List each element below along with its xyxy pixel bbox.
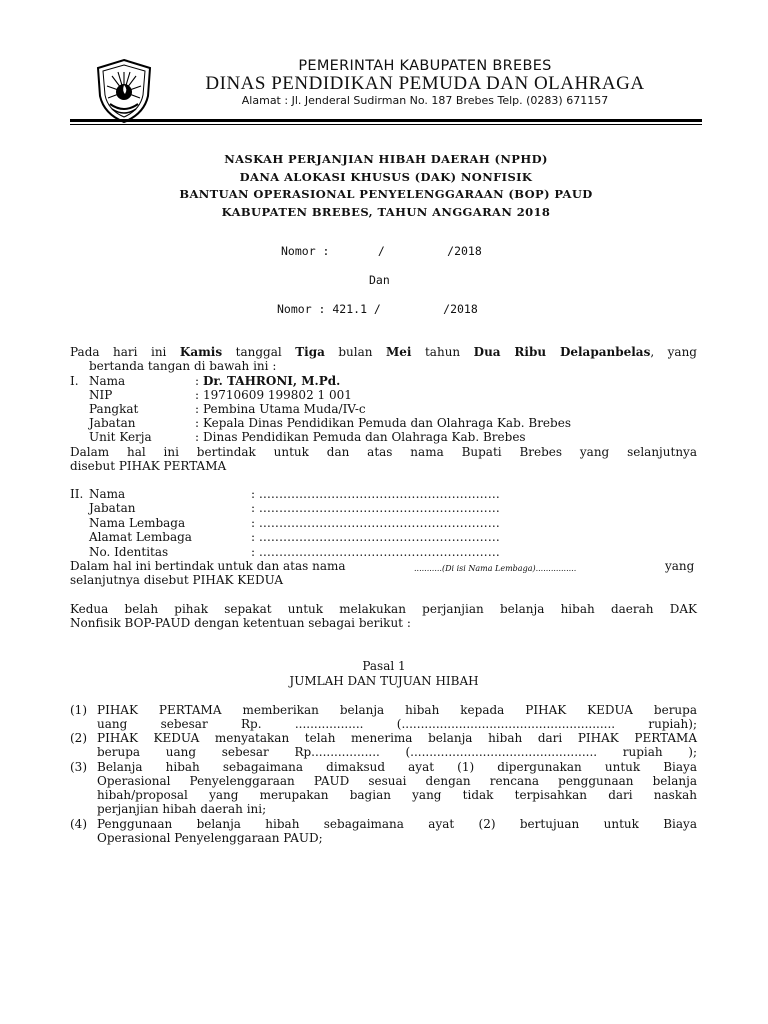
party2-label-jabatan: Jabatan <box>89 501 136 515</box>
clause-line: uang sebesar Rp. .................. (........................................................ rupiah); <box>97 717 697 731</box>
clause-line: Operasional Penyelenggaraan PAUD; <box>97 831 323 845</box>
party1-label-nip: NIP <box>89 388 113 402</box>
party2-fill-in: ...........(Di isi Nama Lembaga)................ <box>414 564 577 573</box>
party1-colon: : <box>195 430 200 444</box>
party2-colon: : <box>251 501 256 515</box>
party2-label-name: Nama <box>89 487 126 501</box>
party1-colon: : <box>195 416 200 430</box>
opening-day: Kamis <box>179 345 223 359</box>
title-line: KABUPATEN BREBES, TAHUN ANGGARAN 2018 <box>221 204 551 219</box>
letterhead-address: Alamat : Jl. Jenderal Sudirman No. 187 Brebes Telp. (0283) 671157 <box>241 94 609 107</box>
clause-line: berupa uang sebesar Rp.................. (................................................. rupiah ); <box>97 745 697 759</box>
party2-statement-2: selanjutnya disebut PIHAK KEDUA <box>70 573 284 587</box>
party2-label-lembaga: Nama Lembaga <box>89 516 186 530</box>
party1-value-pangkat: Pembina Utama Muda/IV-c <box>203 402 366 416</box>
opening-text: Pada hari ini <box>70 345 180 359</box>
opening-line <box>70 345 697 359</box>
party1-statement-2: disebut PIHAK PERTAMA <box>70 459 227 473</box>
document-title <box>80 151 692 221</box>
party2-label-alamat: Alamat Lembaga <box>89 530 192 544</box>
opening-year: Dua Ribu Delapanbelas <box>473 345 651 359</box>
clause-line: Penggunaan belanja hibah sebagaimana ayat (2) bertujuan untuk Biaya <box>97 817 697 831</box>
letterhead-rule-thick <box>70 119 702 122</box>
agreement-line-2: Nonfisik BOP-PAUD dengan ketentuan sebagai berikut : <box>70 616 411 630</box>
letterhead-rule-thin <box>70 124 702 125</box>
party2-number: II. <box>70 487 84 501</box>
opening-line-2: bertanda tangan di bawah ini : <box>89 359 277 373</box>
clause-number: (2) <box>70 731 87 745</box>
title-line: NASKAH PERJANJIAN HIBAH DAERAH (NPHD) <box>224 152 548 166</box>
party1-statement: Dalam hal ini bertindak untuk dan atas nama Bupati Brebes yang selanjutnya <box>70 445 697 459</box>
party1-value-jabatan: Kepala Dinas Pendidikan Pemuda dan Olahraga Kab. Brebes <box>203 416 571 430</box>
party2-label-identitas: No. Identitas <box>89 545 169 559</box>
party2-colon: : <box>251 530 256 544</box>
party1-label-name: Nama <box>89 374 126 388</box>
party1-colon: : <box>195 402 200 416</box>
party1-colon: : <box>195 374 200 388</box>
party1-colon: : <box>195 388 200 402</box>
party1-number: I. <box>70 374 79 388</box>
letterhead-office: DINAS PENDIDIKAN PEMUDA DAN OLAHRAGA <box>205 73 645 94</box>
party2-statement-end: yang <box>665 559 695 573</box>
opening-text: bulan <box>324 345 386 359</box>
party1-label-unit: Unit Kerja <box>89 430 152 444</box>
party2-colon: : <box>251 545 256 559</box>
title-line: DANA ALOKASI KHUSUS (DAK) NONFISIK <box>239 169 533 184</box>
party2-statement: Dalam hal ini bertindak untuk dan atas nama <box>70 559 346 573</box>
clause-number: (3) <box>70 760 87 774</box>
party1-label-pangkat: Pangkat <box>89 402 139 416</box>
party1-value-unit: Dinas Pendidikan Pemuda dan Olahraga Kab. Brebes <box>203 430 526 444</box>
party2-colon: : <box>251 487 256 501</box>
brebes-regency-emblem-icon <box>92 58 156 124</box>
opening-month: Mei <box>386 345 412 359</box>
clause-line: Operasional Penyelenggaraan PAUD sesuai dengan rencana penggunaan belanja <box>97 774 697 788</box>
clause-line: PIHAK KEDUA menyatakan telah menerima belanja hibah dari PIHAK PERTAMA <box>97 731 697 745</box>
nomor-first: Nomor : / /2018 <box>281 244 482 258</box>
agreement-line: Kedua belah pihak sepakat untuk melakukan perjanjian belanja hibah daerah DAK <box>70 602 697 616</box>
nomor-second: Nomor : 421.1 / /2018 <box>277 302 478 316</box>
pasal-number: Pasal 1 <box>362 659 406 673</box>
party2-colon: : <box>251 516 256 530</box>
clause-line: perjanjian hibah daerah ini; <box>97 802 267 816</box>
opening-text: , yang <box>650 345 697 359</box>
clause-number: (1) <box>70 703 87 717</box>
clause-line: hibah/proposal yang merupakan bagian yang tidak terpisahkan dari naskah <box>97 788 697 802</box>
pasal-heading: JUMLAH DAN TUJUAN HIBAH <box>289 674 479 688</box>
clause-line: Belanja hibah sebagaimana dimaksud ayat (1) dipergunakan untuk Biaya <box>97 760 697 774</box>
opening-text: tahun <box>411 345 474 359</box>
title-line: BANTUAN OPERASIONAL PENYELENGGARAAN (BOP) PAUD <box>179 187 593 201</box>
party2-value-identitas: ............................................................ <box>259 545 500 559</box>
party1-label-jabatan: Jabatan <box>89 416 136 430</box>
party1-value-nip: 19710609 199802 1 001 <box>203 388 352 402</box>
party1-value-name: Dr. TAHRONI, M.Pd. <box>203 374 341 388</box>
letterhead-government: PEMERINTAH KABUPATEN BREBES <box>298 58 552 74</box>
opening-date: Tiga <box>295 345 325 359</box>
party2-value-name: ............................................................ <box>259 487 500 501</box>
party2-value-lembaga: ............................................................ <box>259 516 500 530</box>
party2-value-alamat: ............................................................ <box>259 530 500 544</box>
clause-line: PIHAK PERTAMA memberikan belanja hibah kepada PIHAK KEDUA berupa <box>97 703 697 717</box>
dan-connector: Dan <box>369 273 390 287</box>
opening-text: tanggal <box>222 345 296 359</box>
clause-number: (4) <box>70 817 87 831</box>
party2-value-jabatan: ............................................................ <box>259 501 500 515</box>
